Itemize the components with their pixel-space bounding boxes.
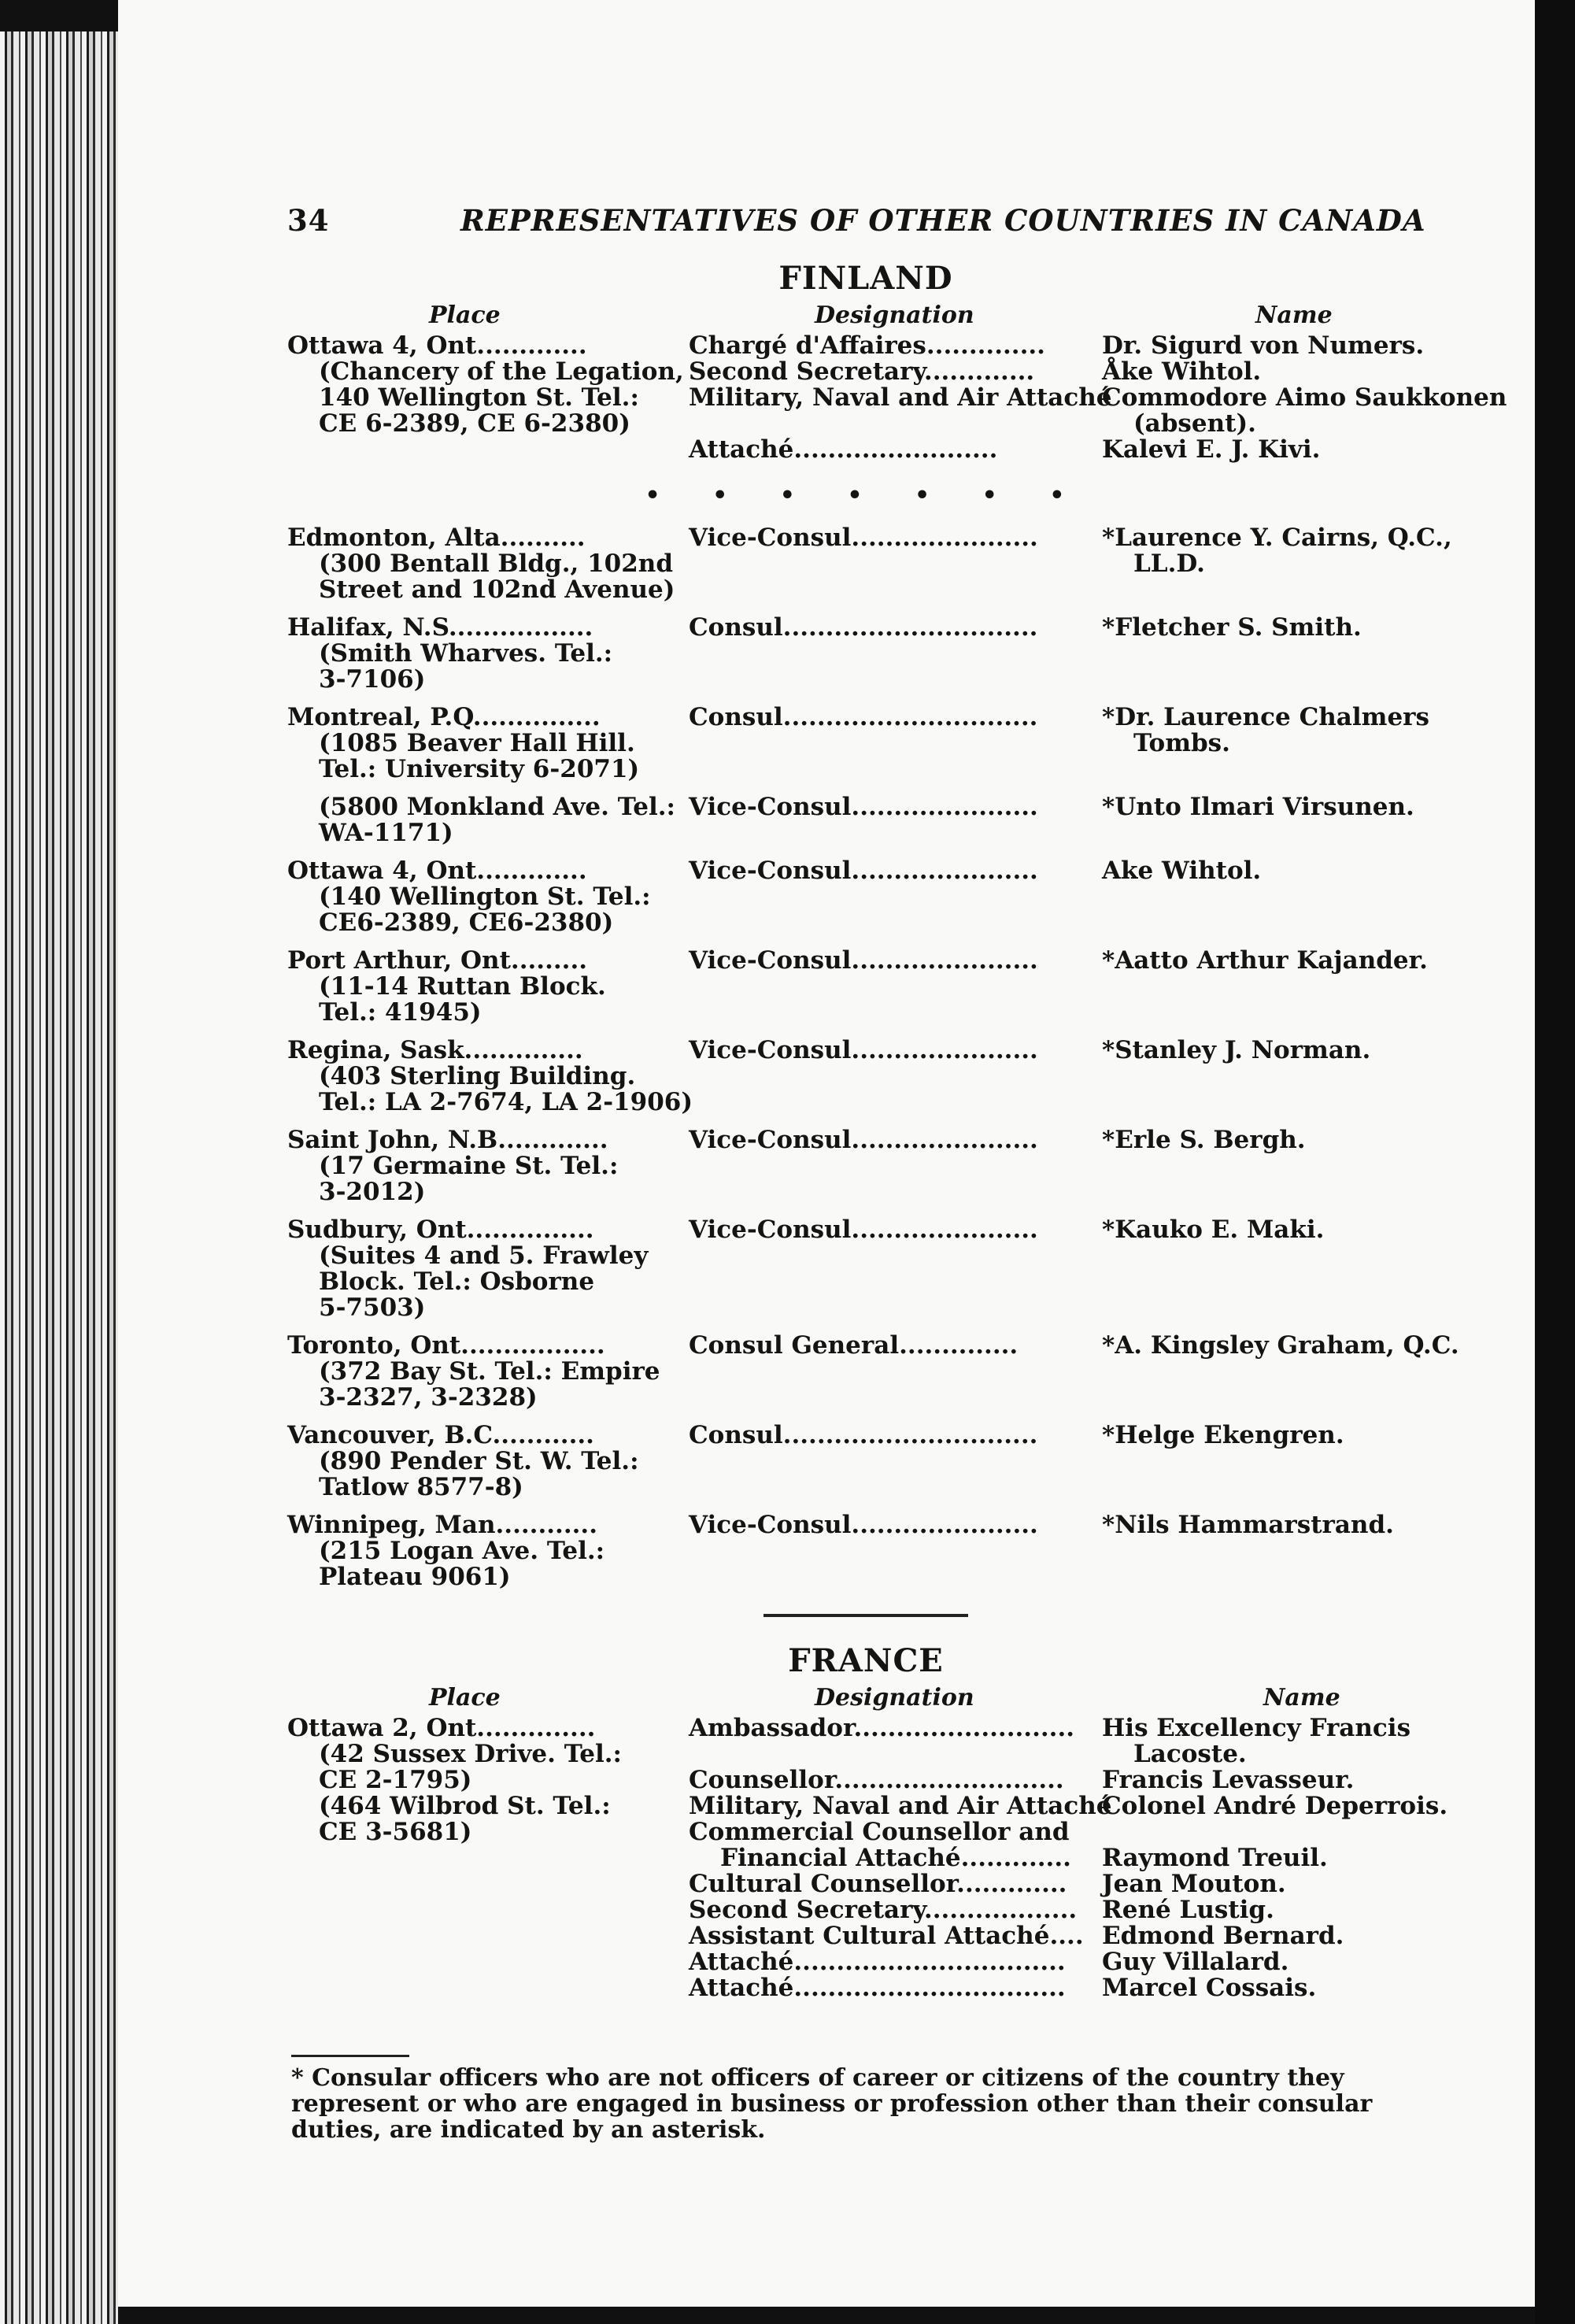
consul-row [287,1038,1444,1127]
text-line: Sudbury, Ont............... [287,1216,594,1244]
col-place: Place [429,1684,501,1712]
text-line: Vancouver, B.C............ [287,1421,594,1449]
text-line: 3-2327, 3-2328) [319,1383,538,1412]
text-line: *Nils Hammarstrand. [1102,1511,1394,1539]
text-line: (42 Sussex Drive. Tel.: [319,1740,622,1768]
text-line: *Aatto Arthur Kajander. [1102,946,1428,975]
consul-row [287,615,1444,705]
text-line: Tel.: LA 2-7674, LA 2-1906) [319,1088,693,1116]
text-line: *Kauko E. Maki. [1102,1216,1325,1244]
consul-row [287,1127,1444,1217]
name-cell [1102,794,1448,820]
text-line: (140 Wellington St. Tel.: [319,883,651,911]
name-line: Edmond Bernard. [1102,1922,1344,1950]
book-spine [0,0,118,2324]
consul-row [287,705,1444,794]
finland-section [287,260,1507,1602]
name-cell [1102,1217,1448,1243]
designation-cell [689,1714,1112,2002]
text-line: Tel.: 41945) [319,998,482,1027]
text-line: *Stanley J. Norman. [1102,1036,1371,1064]
text-line: (464 Wilbrod St. Tel.: [319,1792,611,1820]
name-line: Marcel Cossais. [1102,1974,1317,2002]
text-line: *Fletcher S. Smith. [1102,613,1362,642]
text-line: Ake Wihtol. [1102,857,1262,885]
name-cell [1102,705,1448,757]
name-line: Guy Villalard. [1102,1948,1289,1976]
designation-cell [689,331,1112,464]
text-line: (403 Sterling Building. [319,1062,636,1090]
name-cell [1102,1715,1448,2001]
place-cell [287,615,689,693]
name-line: His Excellency Francis [1102,1714,1411,1742]
designation-line: Attaché................................ [689,1948,1066,1976]
text-line: (300 Bentall Bldg., 102nd [319,550,674,578]
text-line: Attaché........................ [689,435,998,464]
col-name: Name [1255,302,1333,329]
designation-cell: Vice-Consul...................... [689,1216,1038,1244]
place-cell [287,1036,693,1116]
designation-cell: Vice-Consul...................... [689,1036,1038,1064]
text-line: 3-7106) [319,665,426,694]
text-line: (17 Germaine St. Tel.: [319,1152,619,1180]
text-line: *Erle S. Bergh. [1102,1126,1306,1154]
text-line: (372 Bay St. Tel.: Empire [319,1357,660,1386]
designation-cell: Consul.............................. [689,1421,1038,1449]
text-line: Winnipeg, Man............ [287,1511,598,1539]
footnote [291,2055,1448,2143]
text-line: Åke Wihtol. [1102,357,1262,386]
name-cell [1102,948,1448,974]
document-page [118,0,1535,2307]
france-listing [287,1714,1448,2022]
name-line: Colonel André Deperrois. [1102,1792,1448,1820]
text-line: Montreal, P.Q............... [287,703,601,731]
designation-cell: Vice-Consul...................... [689,793,1038,821]
text-line: CE 3-5681) [319,1818,472,1846]
designation-line: Assistant Cultural Attaché.... [689,1922,1084,1950]
text-line: *Dr. Laurence Chalmers [1102,703,1429,731]
consul-row [287,1331,1459,1423]
name-line: Lacoste. [1133,1740,1247,1768]
text-line: Second Secretary............. [689,357,1035,386]
place-cell [287,333,689,437]
col-designation: Designation [815,302,974,329]
place-cell [287,525,689,603]
footnote-text: * Consular officers who are not officers of career or citizens of the country they represent or who are engaged in business or profession other than their consular duties, are indicated by an asterisk. [291,2064,1373,2144]
place-cell [287,794,689,846]
text-line: Ottawa 2, Ont.............. [287,1714,596,1742]
text-line: Commodore Aimo Saukkonen [1102,383,1507,412]
name-line: Jean Mouton. [1102,1870,1286,1898]
text-line: Ottawa 4, Ont............. [287,331,587,360]
designation-line: Ambassador.......................... [689,1714,1075,1742]
section-rule [763,1614,968,1617]
designation-cell: Vice-Consul...................... [689,1511,1038,1539]
text-line: Ottawa 4, Ont............. [287,857,587,885]
consul-row [287,948,1444,1038]
text-line: Saint John, N.B............. [287,1126,608,1154]
legation-row [287,331,1507,468]
consul-row [287,524,1452,615]
text-line: Plateau 9061) [319,1563,511,1591]
text-line: Block. Tel.: Osborne [319,1267,595,1296]
name-cell [1102,1512,1448,1538]
designation-cell: Vice-Consul...................... [689,524,1038,552]
col-name: Name [1263,1684,1340,1712]
text-line: Tatlow 8577-8) [319,1473,523,1501]
text-line: 3-2012) [319,1178,426,1206]
text-line: (5800 Monkland Ave. Tel.: [319,793,675,821]
place-cell [287,1127,689,1205]
scan-border [1535,0,1575,2324]
text-line: CE 2-1795) [319,1766,472,1794]
text-line: *Unto Ilmari Virsunen. [1102,793,1414,821]
text-line: (Suites 4 and 5. Frawley [319,1242,649,1270]
name-line: Francis Levasseur. [1102,1766,1355,1794]
designation-cell: Consul.............................. [689,703,1038,731]
consul-row [287,858,1444,948]
text-line: WA-1171) [319,819,453,847]
place-cell [287,948,689,1026]
text-line: Toronto, Ont................. [287,1331,605,1360]
place-cell [287,705,689,783]
designation-line: Financial Attaché............. [720,1844,1071,1872]
text-line: Street and 102nd Avenue) [319,575,675,604]
designation-line: Second Secretary.................. [689,1896,1078,1924]
name-line [1102,1819,1448,1845]
consul-row [287,1423,1444,1512]
text-line: CE6-2389, CE6-2380) [319,909,614,937]
col-place: Place [429,302,501,329]
text-line: Regina, Sask.............. [287,1036,583,1064]
text-line: *Helge Ekengren. [1102,1421,1344,1449]
text-line: *Laurence Y. Cairns, Q.C., [1102,524,1452,552]
text-line: (Smith Wharves. Tel.: [319,639,613,668]
text-line: (Chancery of the Legation, [319,357,684,386]
name-line: René Lustig. [1102,1896,1274,1924]
text-line: (11-14 Ruttan Block. [319,972,606,1001]
text-line: Tel.: University 6-2071) [319,755,640,783]
designation-line: Cultural Counsellor............. [689,1870,1067,1898]
place-cell [287,858,689,936]
country-title: FRANCE [788,1642,944,1679]
place-cell [287,1512,689,1590]
text-line: *A. Kingsley Graham, Q.C. [1102,1331,1459,1360]
consul-row [287,794,1444,858]
name-cell [1102,1127,1448,1153]
text-line: 5-7503) [319,1293,426,1322]
consul-row [287,1217,1444,1333]
designation-cell: Consul General.............. [689,1331,1019,1360]
text-line: (1085 Beaver Hall Hill. [319,729,635,757]
text-line [689,411,1098,437]
designation-line: Commercial Counsellor and [689,1818,1070,1846]
designation-cell: Vice-Consul...................... [689,946,1038,975]
text-line: Port Arthur, Ont......... [287,946,588,975]
text-line: 140 Wellington St. Tel.: [319,383,639,412]
text-line: CE 6-2389, CE 6-2380) [319,409,630,438]
text-line: Halifax, N.S................. [287,613,593,642]
name-cell [1102,615,1448,641]
designation-line: Military, Naval and Air Attaché [689,1792,1112,1820]
column-headings [287,1684,1444,1715]
name-cell [1102,331,1507,464]
page-number: 34 [287,203,330,238]
designation-line: Attaché................................ [689,1974,1066,2002]
name-cell [1102,1038,1448,1064]
text-line: Dr. Sigurd von Numers. [1102,331,1425,360]
col-designation: Designation [815,1684,974,1712]
designation-line: Counsellor........................... [689,1766,1064,1794]
separator-dots: • • • • • • • [645,482,1087,509]
place-cell [287,1217,689,1321]
place-cell [287,1423,689,1501]
text-line: Edmonton, Alta.......... [287,524,586,552]
text-line: LL.D. [1133,550,1205,578]
text-line: (215 Logan Ave. Tel.: [319,1537,605,1565]
name-cell [1102,524,1452,578]
running-title: REPRESENTATIVES OF OTHER COUNTRIES IN CANADA [460,203,1426,238]
name-cell [1102,1423,1448,1449]
text-line: (absent). [1133,409,1256,438]
country-title: FINLAND [778,260,953,297]
footnote-rule [291,2055,409,2057]
place-cell [287,1715,689,1845]
name-cell [1102,858,1448,884]
column-headings [287,302,1444,333]
name-line: Raymond Treuil. [1102,1844,1328,1872]
designation-cell: Consul.............................. [689,613,1038,642]
text-line: Tombs. [1133,729,1230,757]
name-cell [1102,1331,1459,1360]
place-cell [287,1333,689,1411]
designation-cell: Vice-Consul...................... [689,857,1038,885]
france-section [287,1614,1448,2022]
text-line: (890 Pender St. W. Tel.: [319,1447,639,1475]
consul-row [287,1512,1444,1602]
text-line: Military, Naval and Air Attaché [689,383,1112,412]
designation-cell: Vice-Consul...................... [689,1126,1038,1154]
text-line: Chargé d'Affaires.............. [689,331,1045,360]
text-line: Kalevi E. J. Kivi. [1102,435,1321,464]
